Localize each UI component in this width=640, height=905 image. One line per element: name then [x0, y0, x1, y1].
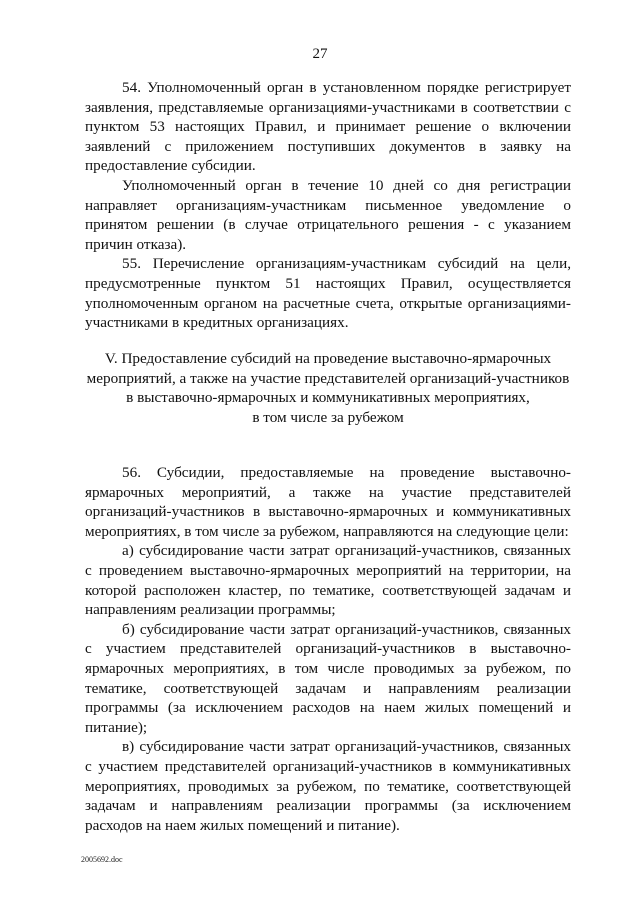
top-paragraphs: [85, 78, 571, 333]
bottom-paragraphs: [85, 463, 571, 835]
paragraph-56: 56. Субсидии, предоставляемые на проведение выставочно-ярмарочных мероприятий, а также на участие представителей организаций-участников в выставочно-ярмарочных и коммуникативных мероприятиях, в том числе за рубежом, направляются на следующие цели:: [85, 464, 571, 540]
paragraph-notification: Уполномоченный орган в течение 10 дней со дня регистрации направляет организациям-участникам письменное уведомление о принятом решении (в случае отрицательного решения - с указанием причин отказа).: [85, 176, 571, 253]
page-number: 27: [312, 46, 328, 62]
section-heading-line: мероприятий, а также на участие представителей организаций-участников: [86, 369, 570, 387]
section-heading-line: V. Предоставление субсидий на проведение выставочно-ярмарочных: [104, 350, 552, 367]
paragraph-56-b: б) субсидирование части затрат организаций-участников, связанных с участием представителей организаций-участников в выставочно-ярмарочных мероприятиях, в том числе проводимых за рубежом, по тематике, соответствующей задачам и направлениям реализации программы (за исключением расходов на наем жилых помещений и питание);: [85, 620, 571, 736]
paragraph-55: 55. Перечисление организациям-участникам субсидий на цели, предусмотренные пунктом 51 настоящих Правил, осуществляется уполномоченным органом на расчетные счета, открытые организациями-участниками в кредитных организациях.: [85, 255, 571, 332]
paragraph-54: 54. Уполномоченный орган в установленном порядке регистрирует заявления, представляемые организациями-участниками в соответствии с пунктом 53 настоящих Правил, и принимает решение о включении заявлений с приложением поступивших документов в заявку на предоставление субсидии.: [85, 79, 571, 175]
file-name-footer: 2005692.doc: [81, 855, 123, 864]
section-heading: [85, 349, 571, 427]
paragraph-56-a: а) субсидирование части затрат организаций-участников, связанных с проведением выставочно-ярмарочных мероприятий на территории, на которой расположен кластер, по тематике, соответствующей задачам и направлениям реализации программы;: [85, 542, 571, 619]
paragraph-56-v: в) субсидирование части затрат организаций-участников, связанных с участием представителей организаций-участников в коммуникативных мероприятиях, проводимых за рубежом, по тематике, соответствующей задачам и направлениям реализации программы (за исключением расходов на наем жилых помещений и питание).: [85, 738, 571, 834]
section-heading-line: в выставочно-ярмарочных и коммуникативных мероприятиях,: [126, 389, 530, 407]
section-heading-line: в том числе за рубежом: [252, 408, 404, 426]
